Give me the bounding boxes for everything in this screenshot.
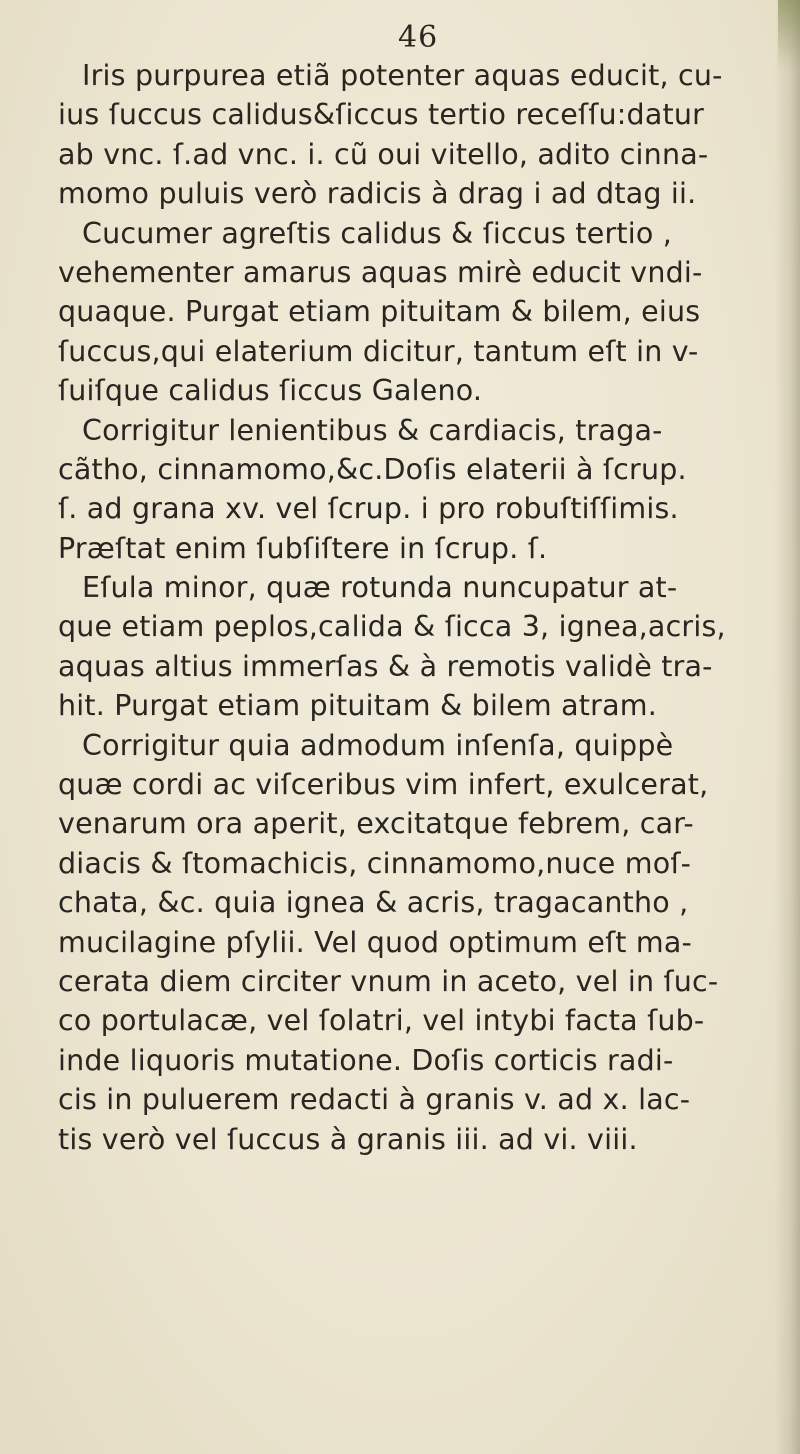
- text-line: hit. Purgat etiam pituitam & bilem atram.: [58, 689, 657, 723]
- text-line: ab vnc. ſ.ad vnc. i. cũ oui vitello, adito cinna-: [58, 137, 709, 171]
- corner-stain: [778, 0, 800, 70]
- text-line: Iris purpurea etiã potenter aquas educit, cu-: [82, 59, 723, 92]
- body-text: [58, 56, 778, 1159]
- text-line: Corrigitur quia admodum inſenſa, quippè: [82, 728, 674, 762]
- text-line: quaque. Purgat etiam pituitam & bilem, eius: [58, 295, 701, 329]
- text-line: Cucumer agreſtis calidus & ſiccus tertio ,: [82, 216, 673, 250]
- text-line: momo puluis verò radicis à drag i ad dtag ii.: [58, 177, 697, 211]
- text-line: vehementer amarus aquas mirè educit vndi-: [58, 255, 703, 289]
- text-line: Præſtat enim ſubſiſtere in ſcrup. ſ.: [58, 531, 548, 565]
- text-line: ſuiſque calidus ſiccus Galeno.: [58, 374, 483, 408]
- text-line: que etiam peplos,calida & ſicca 3, ignea,acris,: [58, 610, 726, 644]
- text-line: ius ſuccus calidus&ſiccus tertio receſſu:datur: [58, 98, 705, 132]
- text-line: cãtho, cinnamomo,&c.Doſis elaterii à ſcrup.: [58, 452, 687, 486]
- text-line: ſuccus,qui elaterium dicitur, tantum eſt in v-: [58, 334, 699, 368]
- text-line: mucilagine pſylii. Vel quod optimum eſt ma-: [58, 925, 693, 959]
- text-line: aquas altius immerſas & à remotis validè tra-: [58, 649, 713, 683]
- page-number: 46: [398, 20, 439, 55]
- text-line: chata, &c. quia ignea & acris, tragacantho ,: [58, 886, 689, 920]
- text-line: venarum ora aperit, excitatque febrem, car-: [58, 807, 694, 841]
- text-line: cerata diem circiter vnum in aceto, vel in ſuc-: [58, 964, 719, 998]
- text-line: tis verò vel ſuccus à granis iii. ad vi. viii.: [58, 1122, 638, 1156]
- text-line: Eſula minor, quæ rotunda nuncupatur at-: [82, 571, 678, 605]
- text-line: ſ. ad grana xv. vel ſcrup. i pro robuſtiſſimis.: [58, 492, 679, 526]
- text-line: cis in puluerem redacti à granis v. ad x. lac-: [58, 1083, 691, 1117]
- text-line: co portulacæ, vel ſolatri, vel intybi facta ſub-: [58, 1004, 705, 1038]
- text-line: diacis & ſtomachicis, cinnamomo,nuce moſ-: [58, 846, 692, 880]
- text-line: inde liquoris mutatione. Doſis corticis radi-: [58, 1043, 674, 1077]
- text-line: Corrigitur lenientibus & cardiacis, traga-: [82, 413, 663, 447]
- text-line: quæ cordi ac viſceribus vim infert, exulcerat,: [58, 768, 709, 802]
